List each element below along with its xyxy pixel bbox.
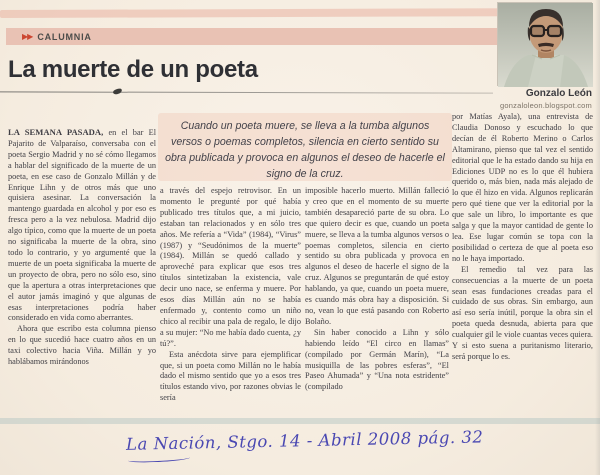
article-column-1 (8, 127, 156, 408)
scan-artifact-top-stripe (0, 8, 578, 18)
paragraph: por Matías Ayala), una entrevista de Claudia Donoso y escuchado lo que decían de él Roberto Merino o Carlos Altamirano, pienso que tal vez el sentido editorial que le ha estado dando su hija en Ediciones UDP no es lo que él hubiera querido o, más bien, nada más alejado de lo que él hizo en vida. Algunos replicarán pero qué tiene que ver la editorial por la que sale un libro, lo importante es que salga y que la mayor cantidad de gente lo lea. Ese lugar común se topa con la posibilidad o certeza de que al poeta eso no le haya importado. (452, 112, 593, 263)
paragraph: imposible hacerlo muerto. Millán falleció y creo que en el momento de su muerte también desapareció parte de su obra. Lo que quiero decir es que, cuando un poeta muere, se lleva a la tumba algunos versos o poemas completos, silencia en cierto sentido su obra publicada y provoca en algunos el deseo de hacerle el signo de la cruz. Algunos se preguntarán de qué estoy hablando, ya que, cuando un poeta muere, es cuando más obra hay a disposición. Si no, vean lo que está pasando con Roberto Bolaño. (305, 186, 449, 326)
paragraph: a través del espejo retrovisor. En un momento le pregunté por qué había publicado tres títulos que, a mi juicio, estaban tan relacionados y en sólo tres años. Me refería a “Vida” (1984), “Virus” (1987) y “Seudónimos de la muerte” (1984). Millán se quedó callado y aproveché para explicar que esos tres títulos sintetizaban la existencia, vale decir uno nace, se enferma y muere. Por esos días Millán aún no se había enfermado y, contento como un niño chico al recibir una pala de regalo, le dijo a su mujer: “No me había dado cuenta, ¿y tú?”. (160, 186, 301, 348)
paragraph: El remedio tal vez para las consecuencias a la muerte de un poeta sean esas fundaciones creadas para el cuidado de sus obras. Sin embargo, aun así eso sería inútil, porque la obra sin el poeta queda desnuda, abierta para que cualquier gil le viole cuantas veces quiera. Y si esto suena a puritanismo literario, será porque lo es. (452, 264, 593, 361)
section-label: CALUMNIA (37, 31, 92, 42)
author-photo (497, 2, 592, 86)
paragraph: Esta anécdota sirve para ejemplificar que, si un poeta como Millán no le había dado el mismo sentido que yo a esos tres títulos estando vivo, por razones obvias le sería (160, 349, 301, 403)
scan-artifact-right-edge (595, 0, 600, 475)
author-blog-url: gonzaloleon.blogspot.com (500, 101, 592, 110)
article-column-2 (160, 186, 301, 408)
article-column-3 (305, 186, 449, 408)
section-kicker-band (6, 28, 497, 45)
headline-rule (0, 91, 493, 93)
handwritten-citation: La Nación, Stgo. 14 - Abril 2008 pág. 32 (125, 427, 484, 454)
paragraph: Sin haber conocido a Lihn y sólo habiendo leído “El circo en llamas” (compilado por Germán Marín), “La musiquilla de las pobres esferas”, “El Paseo Ahumada” y “Una nota estridente” (compilado (305, 327, 449, 392)
handwriting-underline-flourish (128, 455, 190, 463)
author-portrait-image (498, 3, 593, 87)
paragraph: LA SEMANA PASADA, en el bar El Pajarito de Valparaíso, conversaba con el poeta Sergio Madrid y no sé cómo llegamos a hablar del significado de la muerte de un poeta, en ese caso de Gonzalo Millán y de Enrique Lihn y de otros más que uno quisiera asesinar. La conversación la mantengo guardada en alcohol y por eso es fresca pero a la vez nebulosa. Madrid dijo algo típico, como que la muerte de un poeta no significaba la muerte de la obra, sino todo lo contrario, y yo argumenté que la muerte de un poeta significaba la muerte de un proyecto de obra, pero no sólo eso, sino que la apertura a otras interpretaciones que el autor jamás imaginó y que algunas de esas interpretaciones podría haber considerado en vida como aberrantes. (8, 127, 156, 323)
article-headline: La muerte de un poeta (8, 56, 258, 83)
article-column-4 (452, 112, 593, 406)
ink-blot (113, 88, 123, 95)
pull-quote: Cuando un poeta muere, se lleva a la tumba algunos versos o poemas completos, silencia en cierto sentido su obra publicada y provoca en algunos el deseo de hacerle el signo de la cruz. (158, 113, 452, 181)
paragraph: Ahora que escribo esta columna pienso en lo que sucedió hace cuatro años en un taxi colectivo hacia Viña. Millán y yo hablábamos mirándonos (8, 324, 156, 367)
double-arrow-icon: ▶▶ (22, 31, 33, 41)
author-name: Gonzalo León (525, 88, 592, 99)
scan-artifact-bottom-band (0, 418, 600, 424)
lead-in: LA SEMANA PASADA, (8, 127, 104, 137)
